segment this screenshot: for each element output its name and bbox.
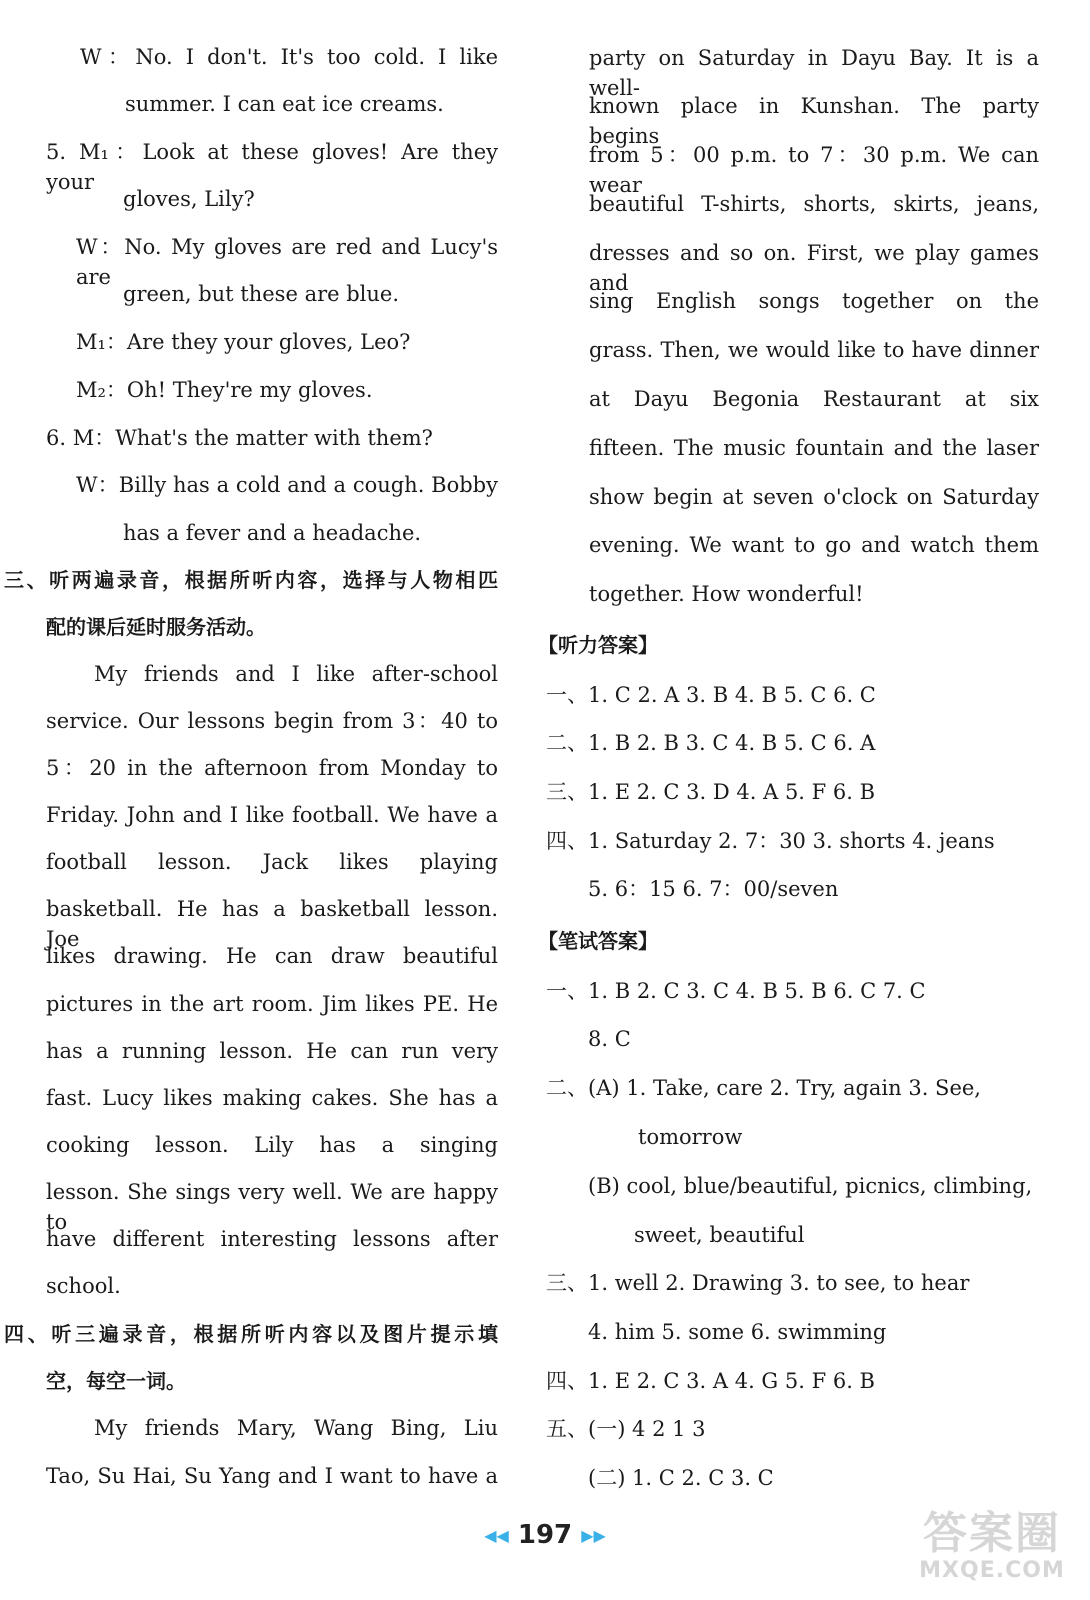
text-line: fast. Lucy likes making cakes. She has a bbox=[46, 1086, 498, 1110]
text-line: party on Saturday in Dayu Bay. It is a well- bbox=[589, 46, 1039, 100]
text-line: 二、(A) 1. Take, care 2. Try, again 3. See, bbox=[546, 1076, 981, 1100]
text-line: grass. Then, we would like to have dinner bbox=[589, 338, 1039, 362]
text-line: service. Our lessons begin from 3：40 to bbox=[46, 709, 498, 733]
text-line: 空，每空一词。 bbox=[46, 1369, 186, 1393]
text-line: cooking lesson. Lily has a singing bbox=[46, 1133, 498, 1157]
text-line: football lesson. Jack likes playing bbox=[46, 850, 498, 874]
text-line: school. bbox=[46, 1274, 121, 1298]
text-line: from 5：00 p.m. to 7：30 p.m. We can wear bbox=[589, 143, 1039, 197]
watermark-url: MXQE.COM bbox=[919, 1558, 1065, 1583]
text-line: (二) 1. C 2. C 3. C bbox=[588, 1466, 774, 1490]
text-line: 4. him 5. some 6. swimming bbox=[588, 1320, 887, 1344]
text-line: 配的课后延时服务活动。 bbox=[46, 615, 266, 639]
watermark-logo-text: 答案圈 bbox=[923, 1508, 1061, 1559]
text-line: Friday. John and I like football. We have a bbox=[46, 803, 498, 827]
text-line: My friends and I like after-school bbox=[94, 662, 498, 686]
text-line: 5：20 in the afternoon from Monday to bbox=[46, 756, 498, 780]
text-line: 5. 6：15 6. 7：00/seven bbox=[588, 877, 839, 901]
text-line: together. How wonderful! bbox=[589, 582, 864, 606]
text-line: at Dayu Begonia Restaurant at six bbox=[589, 387, 1039, 411]
text-line: beautiful T-shirts, shorts, skirts, jeans, bbox=[589, 192, 1039, 216]
text-line: tomorrow bbox=[638, 1125, 743, 1149]
text-line: 【笔试答案】 bbox=[538, 929, 658, 953]
text-line: basketball. He has a basketball lesson. Joe bbox=[46, 897, 498, 951]
text-line: known place in Kunshan. The party begins bbox=[589, 94, 1039, 148]
text-line: 一、1. B 2. C 3. C 4. B 5. B 6. C 7. C bbox=[546, 979, 926, 1003]
text-line: green, but these are blue. bbox=[123, 282, 400, 306]
text-line: 三、1. E 2. C 3. D 4. A 5. F 6. B bbox=[546, 780, 876, 804]
text-line: sing English songs together on the bbox=[589, 289, 1039, 313]
text-line: (B) cool, blue/beautiful, picnics, climbing, bbox=[588, 1174, 1033, 1198]
text-line: W：No. I don't. It's too cold. I like bbox=[80, 45, 498, 69]
text-line: summer. I can eat ice creams. bbox=[125, 92, 444, 116]
prev-arrows-icon: ◀◀ bbox=[484, 1526, 509, 1545]
text-line: 三、1. well 2. Drawing 3. to see, to hear bbox=[546, 1271, 970, 1295]
text-line: M₁：Are they your gloves, Leo? bbox=[76, 330, 411, 354]
text-line: lesson. She sings very well. We are happy to bbox=[46, 1180, 498, 1234]
text-line: likes drawing. He can draw beautiful bbox=[46, 944, 498, 968]
text-line: 一、1. C 2. A 3. B 4. B 5. C 6. C bbox=[546, 683, 876, 707]
text-line: 四、听三遍录音，根据所听内容以及图片提示填 bbox=[4, 1322, 498, 1346]
text-line: has a running lesson. He can run very bbox=[46, 1039, 498, 1063]
text-line: have different interesting lessons after bbox=[46, 1227, 498, 1251]
text-line: 四、1. Saturday 2. 7：30 3. shorts 4. jeans bbox=[546, 829, 995, 853]
text-line: My friends Mary, Wang Bing, Liu bbox=[94, 1416, 498, 1440]
text-line: 二、1. B 2. B 3. C 4. B 5. C 6. A bbox=[546, 731, 876, 755]
text-line: gloves, Lily? bbox=[123, 187, 255, 211]
text-line: has a fever and a headache. bbox=[123, 521, 422, 545]
text-line: W：Billy has a cold and a cough. Bobby bbox=[76, 473, 498, 497]
text-line: M₂：Oh! They're my gloves. bbox=[76, 378, 373, 402]
text-line: evening. We want to go and watch them bbox=[589, 533, 1039, 557]
text-line: dresses and so on. First, we play games and bbox=[589, 241, 1039, 295]
text-line: 5. M₁：Look at these gloves! Are they your bbox=[46, 140, 498, 194]
text-line: 6. M：What's the matter with them? bbox=[46, 426, 433, 450]
text-line: show begin at seven o'clock on Saturday bbox=[589, 485, 1039, 509]
next-arrows-icon: ▶▶ bbox=[581, 1526, 606, 1545]
text-line: 三、听两遍录音，根据所听内容，选择与人物相匹 bbox=[4, 568, 498, 592]
text-line: sweet, beautiful bbox=[634, 1223, 805, 1247]
text-line: 【听力答案】 bbox=[538, 633, 658, 657]
watermark bbox=[902, 1510, 1082, 1590]
text-line: pictures in the art room. Jim likes PE. He bbox=[46, 992, 498, 1016]
text-line: 8. C bbox=[588, 1027, 631, 1051]
page-number: 197 bbox=[517, 1520, 573, 1550]
text-line: W：No. My gloves are red and Lucy's are bbox=[76, 235, 498, 289]
text-line: 四、1. E 2. C 3. A 4. G 5. F 6. B bbox=[546, 1369, 875, 1393]
text-line: Tao, Su Hai, Su Yang and I want to have a bbox=[46, 1464, 498, 1488]
text-line: fifteen. The music fountain and the laser bbox=[589, 436, 1039, 460]
text-line: 五、(一) 4 2 1 3 bbox=[546, 1417, 706, 1441]
